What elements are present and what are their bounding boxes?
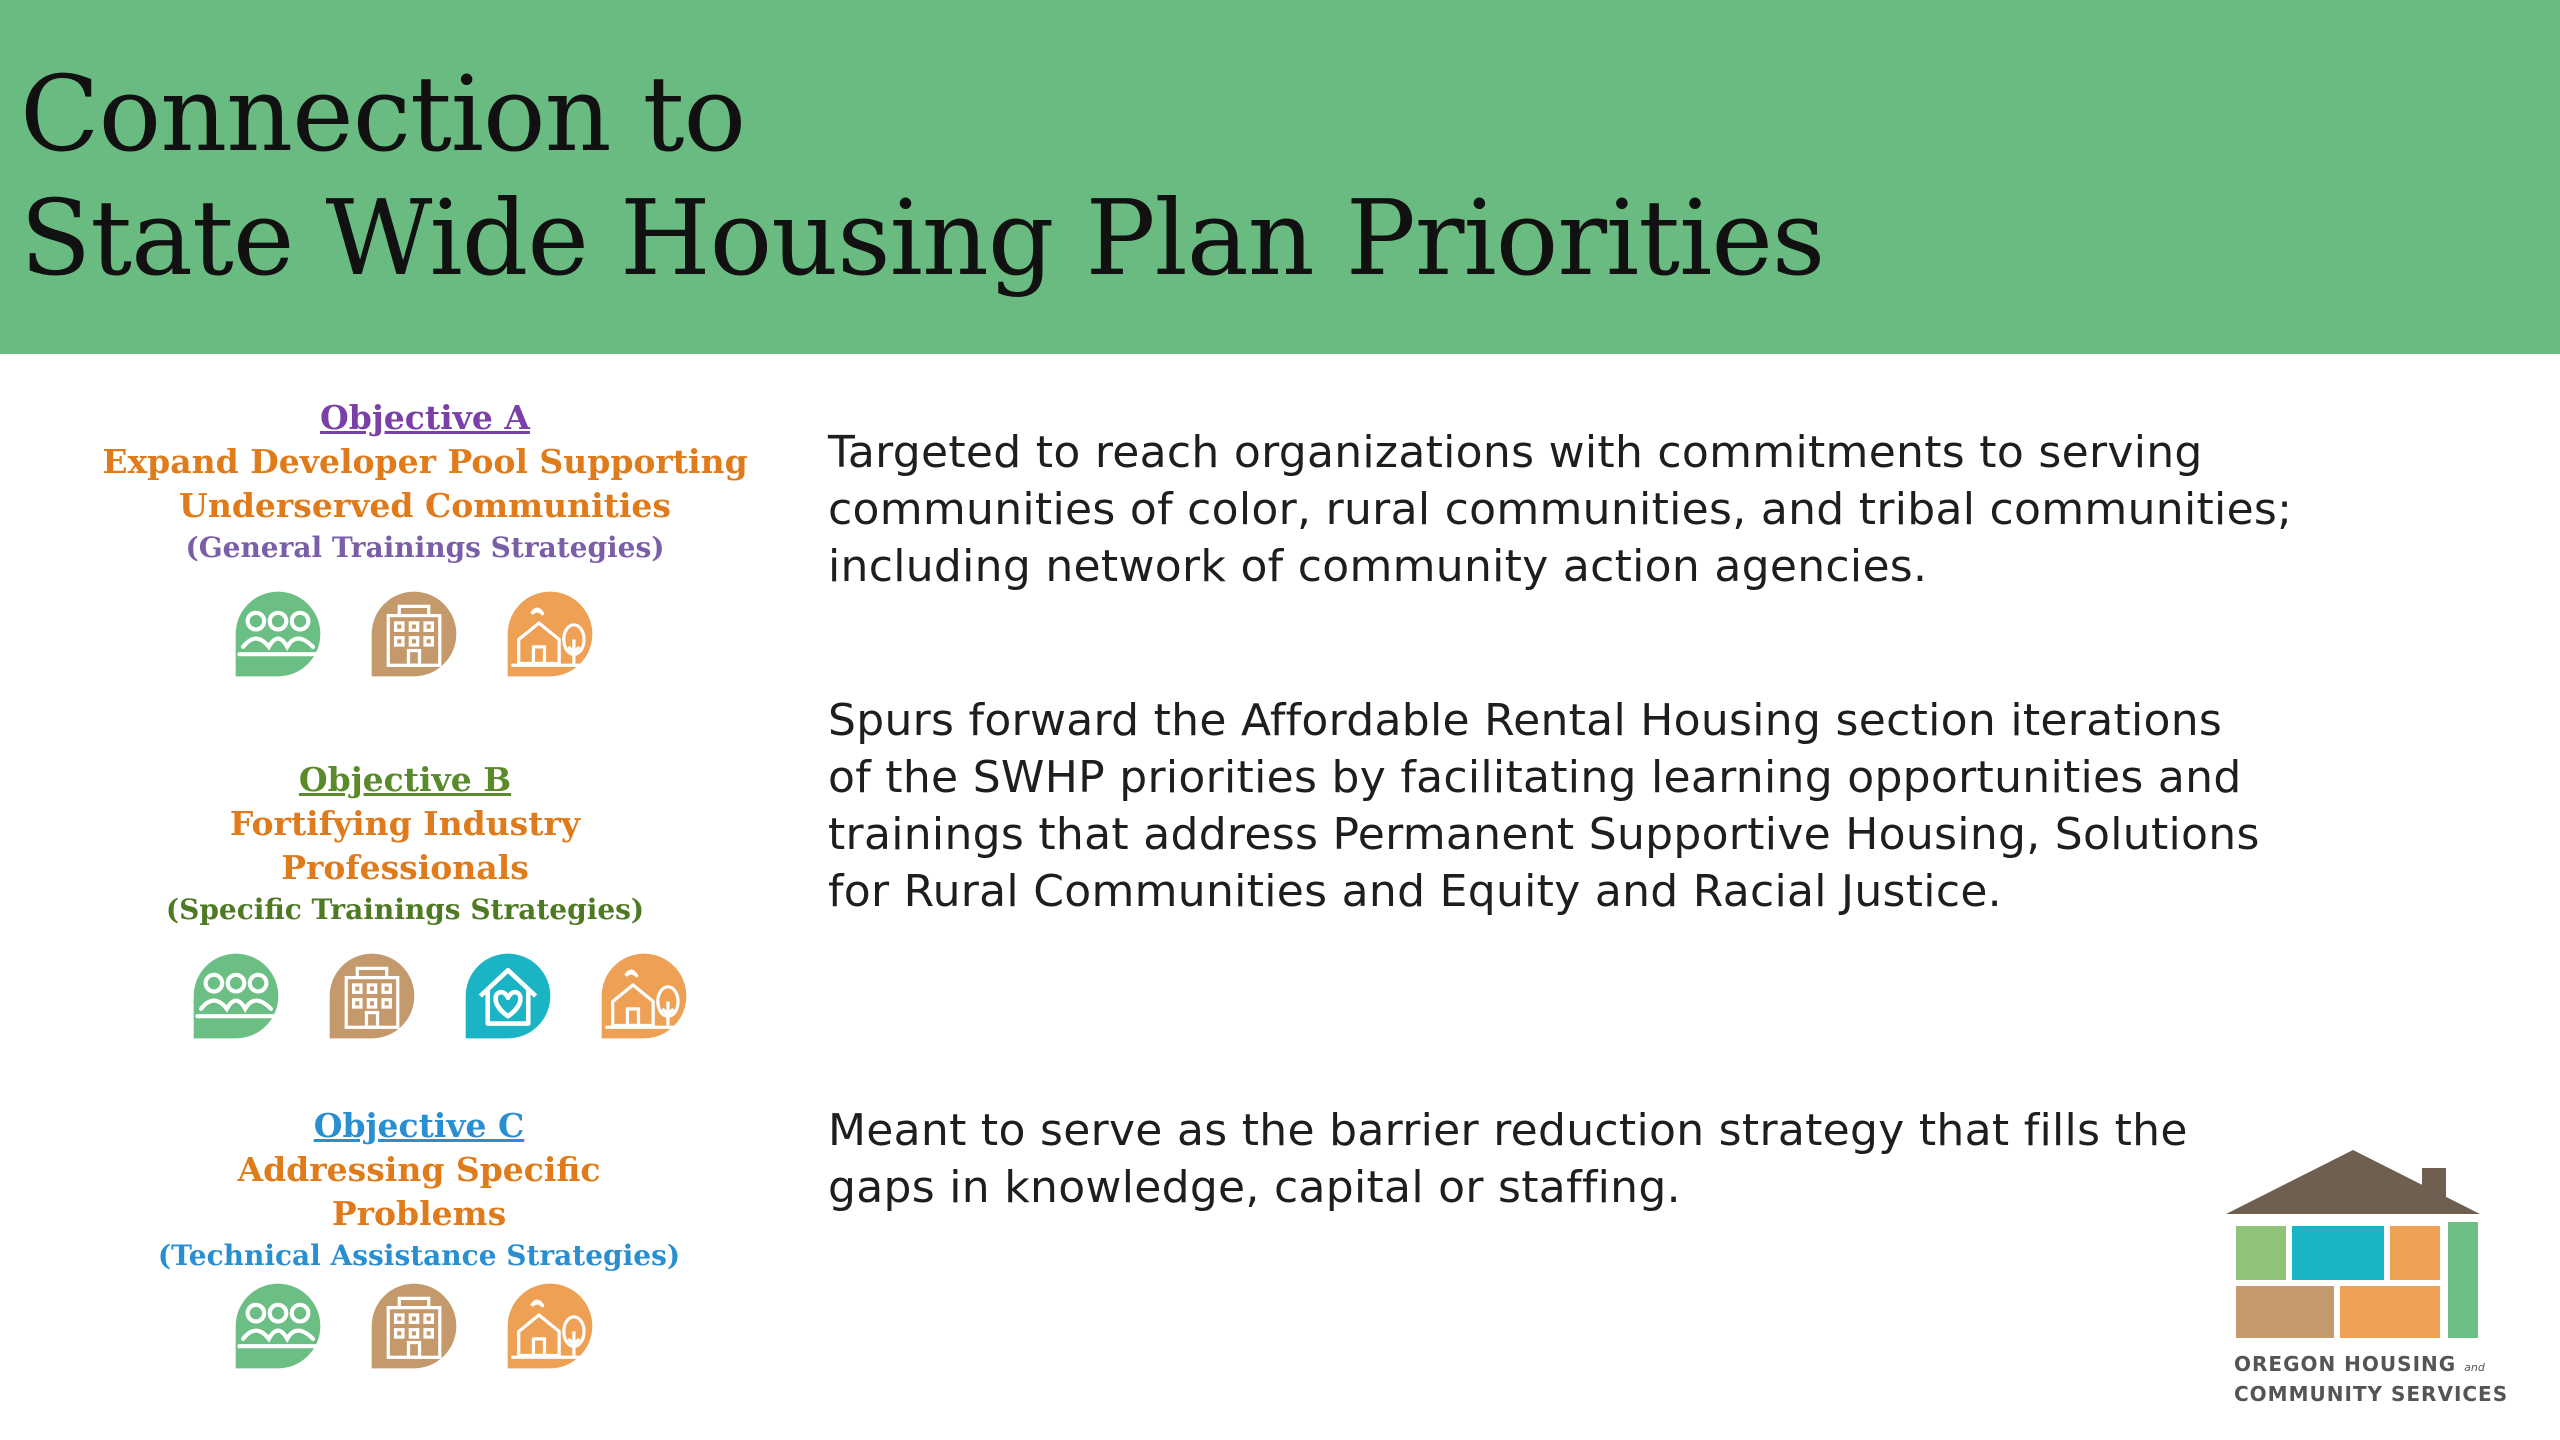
objective-a-subtitle: (General Trainings Strategies)	[185, 531, 665, 564]
description-line: Targeted to reach organizations with commitments to serving	[828, 427, 2203, 478]
title-banner	[0, 0, 2560, 354]
community-people-icon	[232, 1280, 324, 1372]
logo-text-line-2: COMMUNITY SERVICES	[2234, 1382, 2509, 1406]
description-line: communities of color, rural communities, and tribal communities;	[828, 484, 2293, 535]
description-line: trainings that address Permanent Supportive Housing, Solutions	[828, 809, 2260, 860]
page-title-line-1: Connection to	[20, 53, 746, 175]
objective-b-subtitle: (Specific Trainings Strategies)	[165, 893, 645, 926]
logo-text-line-1: OREGON HOUSING and	[2234, 1352, 2485, 1376]
objective-a-icons	[232, 588, 596, 680]
apartment-building-icon	[326, 950, 418, 1042]
description-line: including network of community action agencies.	[828, 541, 1928, 592]
ohcs-logo	[2222, 1146, 2509, 1407]
objective-c-icons	[232, 1280, 596, 1372]
objective-c-heading: Objective C	[313, 1106, 525, 1145]
objective-c-subtitle: (Technical Assistance Strategies)	[157, 1239, 681, 1272]
apartment-building-icon	[368, 588, 460, 680]
rural-house-tree-icon	[504, 1280, 596, 1372]
community-people-icon	[190, 950, 282, 1042]
objective-c-name-line-1: Addressing Specific	[237, 1150, 601, 1189]
objective-b-description	[828, 692, 2260, 920]
objective-a-heading: Objective A	[320, 398, 530, 437]
community-people-icon	[232, 588, 324, 680]
description-line: Spurs forward the Affordable Rental Housing section iterations	[828, 695, 2223, 746]
description-line: gaps in knowledge, capital or staffing.	[828, 1162, 1681, 1213]
objective-b	[70, 758, 740, 930]
objective-a-description	[828, 424, 2292, 595]
page-title-line-2: State Wide Housing Plan Priorities	[20, 177, 1825, 299]
objective-b-heading: Objective B	[298, 760, 512, 799]
apartment-building-icon	[368, 1280, 460, 1372]
objective-a-name-line-1: Expand Developer Pool Supporting	[102, 442, 748, 481]
objective-a-name-line-2: Underserved Communities	[179, 486, 671, 525]
page-title	[20, 52, 1824, 300]
objective-c-description	[828, 1102, 2188, 1216]
description-line: of the SWHP priorities by facilitating learning opportunities and	[828, 752, 2242, 803]
rural-house-tree-icon	[598, 950, 690, 1042]
description-line: for Rural Communities and Equity and Racial Justice.	[828, 866, 2002, 917]
objective-b-name-line-2: Professionals	[281, 848, 529, 887]
objective-a	[90, 396, 760, 568]
description-line: Meant to serve as the barrier reduction strategy that fills the	[828, 1105, 2188, 1156]
heart-home-icon	[462, 950, 554, 1042]
objective-c-name-line-2: Problems	[331, 1194, 507, 1233]
house-logo-icon	[2222, 1146, 2484, 1346]
rural-house-tree-icon	[504, 588, 596, 680]
objective-c	[84, 1104, 754, 1276]
objective-b-name-line-1: Fortifying Industry	[229, 804, 581, 843]
objective-b-icons	[190, 950, 690, 1042]
